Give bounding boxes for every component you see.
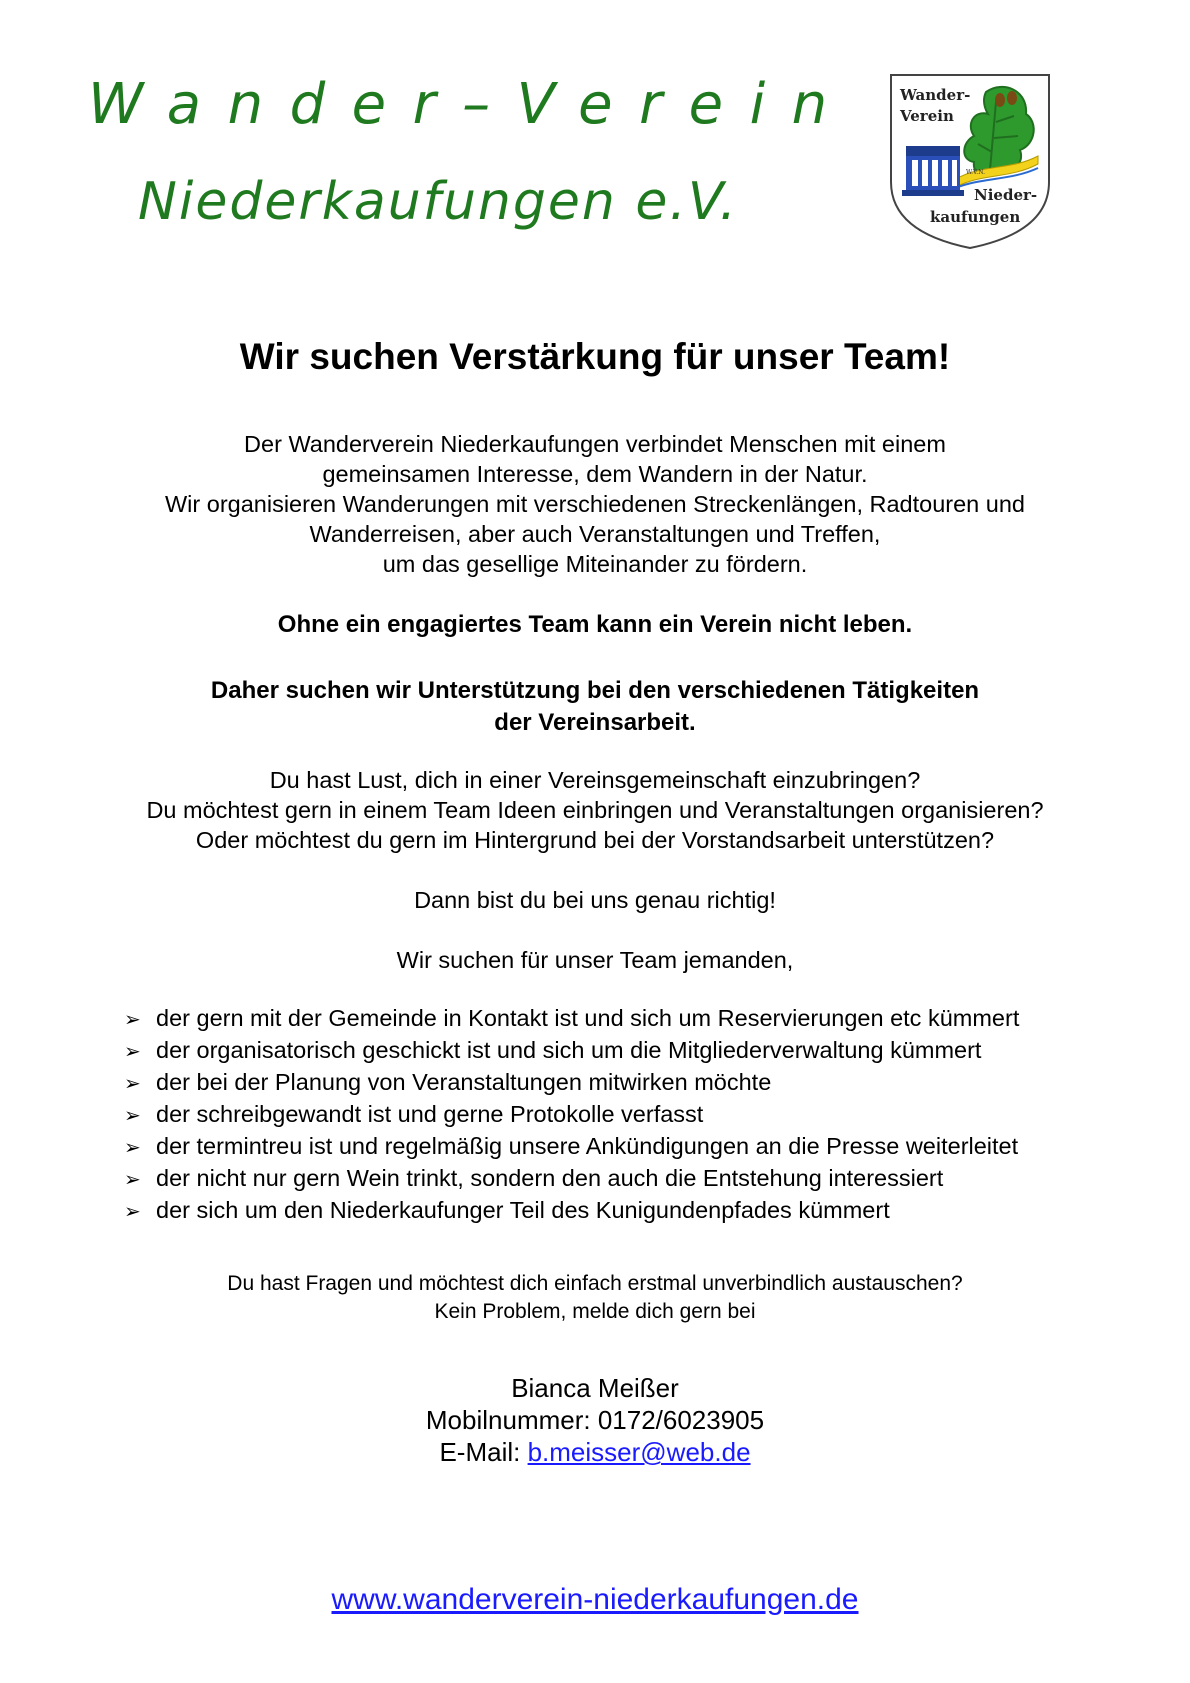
- cta-text: Dann bist du bei uns genau richtig!: [414, 887, 776, 913]
- search-intro-text: Wir suchen für unser Team jemanden,: [396, 947, 794, 973]
- list-item: [124, 1035, 1019, 1067]
- team-statement: [0, 610, 1190, 640]
- team-statement-text: Ohne ein engagiertes Team kann ein Verein nicht leben.: [277, 611, 913, 638]
- list-item: [124, 1163, 1019, 1195]
- support-statement-line: der Vereinsarbeit.: [494, 709, 696, 736]
- contact-question-line: Du hast Fragen und möchtest dich einfach erstmal unverbindlich austauschen?: [227, 1272, 963, 1295]
- question-line: Du hast Lust, dich in einer Vereinsgemeinschaft einzubringen?: [269, 767, 921, 793]
- club-title-line2: Niederkaufungen e.V.: [138, 172, 739, 232]
- search-intro: [0, 945, 1190, 975]
- club-title-line1: Wander–Verein: [88, 72, 854, 137]
- question-line: Oder möchtest du gern im Hintergrund bei der Vorstandsarbeit unterstützen?: [195, 827, 995, 853]
- arrow-bullet-icon: ➢: [124, 1169, 141, 1191]
- arrow-bullet-icon: ➢: [124, 1201, 141, 1223]
- arrow-bullet-icon: ➢: [124, 1041, 141, 1063]
- contact-question: [0, 1270, 1190, 1326]
- intro-line: Wir organisieren Wanderungen mit verschiedenen Streckenlängen, Radtouren und: [165, 491, 1025, 517]
- logo-ribbon-text: W.V.N.: [966, 169, 985, 176]
- task-list: [124, 1003, 1019, 1227]
- task-text: der organisatorisch geschickt ist und sich um die Mitgliederverwaltung kümmert: [156, 1037, 982, 1063]
- page-headline: Wir suchen Verstärkung für unser Team!: [239, 336, 951, 377]
- intro-line: gemeinsamen Interesse, dem Wandern in der Natur.: [322, 461, 868, 487]
- club-logo: [888, 72, 1052, 250]
- list-item: [124, 1099, 1019, 1131]
- support-statement: [0, 675, 1190, 739]
- questions-paragraph: [0, 765, 1190, 855]
- email-link[interactable]: b.meisser@web.de: [527, 1437, 751, 1467]
- footer: [0, 1582, 1190, 1618]
- task-text: der nicht nur gern Wein trinkt, sondern den auch die Entstehung interessiert: [156, 1165, 944, 1191]
- question-line: Du möchtest gern in einem Team Ideen einbringen und Veranstaltungen organisieren?: [146, 797, 1044, 823]
- contact-name: Bianca Meißer: [511, 1373, 679, 1403]
- task-text: der sich um den Niederkaufunger Teil des Kunigundenpfades kümmert: [156, 1197, 890, 1223]
- intro-line: um das gesellige Miteinander zu fördern.: [382, 551, 808, 577]
- list-item: [124, 1067, 1019, 1099]
- task-text: der schreibgewandt ist und gerne Protokolle verfasst: [156, 1101, 704, 1127]
- list-item: [124, 1003, 1019, 1035]
- arrow-bullet-icon: ➢: [124, 1105, 141, 1127]
- contact-phone: Mobilnummer: 0172/6023905: [425, 1405, 765, 1435]
- list-item: [124, 1195, 1019, 1227]
- list-item: [124, 1131, 1019, 1163]
- arrow-bullet-icon: ➢: [124, 1137, 141, 1159]
- logo-text-bottom-2: kaufungen: [930, 208, 1021, 226]
- support-statement-line: Daher suchen wir Unterstützung bei den verschiedenen Tätigkeiten: [210, 677, 980, 704]
- task-text: der bei der Planung von Veranstaltungen mitwirken möchte: [156, 1069, 772, 1095]
- intro-paragraph: [0, 429, 1190, 579]
- arrow-bullet-icon: ➢: [124, 1009, 141, 1031]
- contact-email-label: E-Mail:: [439, 1437, 528, 1467]
- intro-line: Der Wanderverein Niederkaufungen verbindet Menschen mit einem: [244, 431, 946, 457]
- contact-details: [0, 1372, 1190, 1468]
- logo-text-top-1: Wander-: [900, 86, 971, 104]
- arrow-bullet-icon: ➢: [124, 1073, 141, 1095]
- logo-text-top-2: Verein: [900, 107, 954, 125]
- logo-text-bottom-1: Nieder-: [974, 186, 1038, 204]
- task-text: der termintreu ist und regelmäßig unsere Ankündigungen an die Presse weiterleitet: [156, 1133, 1019, 1159]
- contact-question-line: Kein Problem, melde dich gern bei: [434, 1300, 756, 1323]
- intro-line: Wanderreisen, aber auch Veranstaltungen und Treffen,: [309, 521, 881, 547]
- website-link[interactable]: www.wanderverein-niederkaufungen.de: [331, 1583, 859, 1616]
- contact-email-line: [0, 1436, 1190, 1468]
- cta-paragraph: [0, 885, 1190, 915]
- building-icon: [902, 146, 964, 196]
- task-text: der gern mit der Gemeinde in Kontakt ist und sich um Reservierungen etc kümmert: [156, 1005, 1020, 1031]
